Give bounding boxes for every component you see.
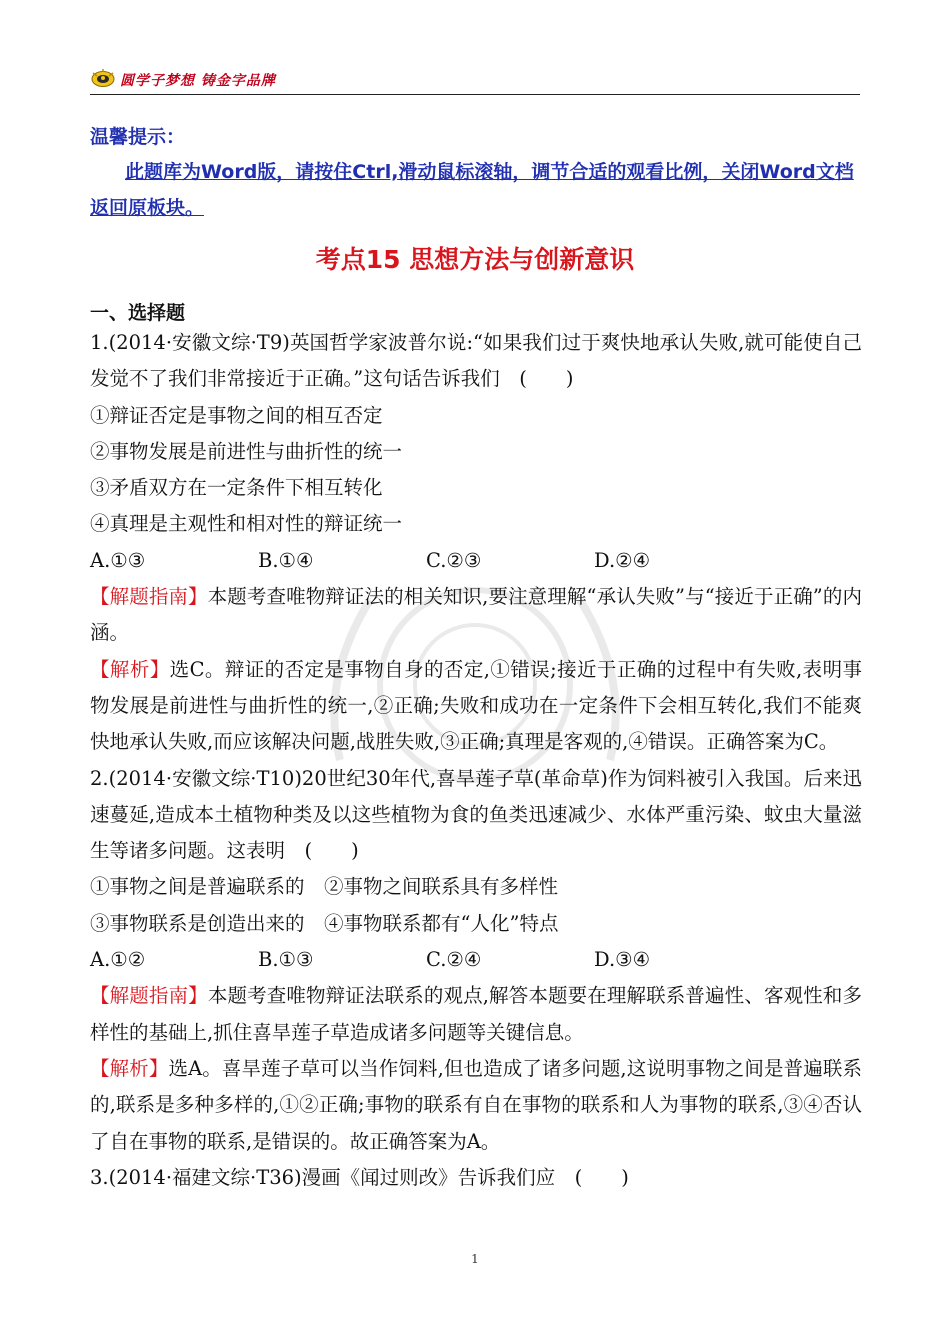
q2-analysis-tag: 【解析】 [90,1056,169,1080]
sun-logo-icon [90,68,116,88]
section-heading: 一、选择题 [90,302,186,324]
q1-guide-tag: 【解题指南】 [90,585,208,609]
q1-option-d: D.②④ [594,548,651,572]
q2-analysis-text: 选A。喜旱莲子草可以当作饲料,但也造成了诸多问题,这说明事物之间是普遍联系的,联系是多种多样的,①②正确;事物的联系有自在事物的联系和人为事物的联系,③④否认了自在事物的联系,是错误的。故正确答案为A。 [90,1056,862,1153]
q2-option-b: B.①③ [258,948,314,972]
q1-option-a: A.①③ [90,548,146,572]
q2-option-a: A.①② [90,948,146,972]
q2-stem: 2.(2014·安徽文综·T10)20世纪30年代,喜旱莲子草(革命草)作为饲料被引入我国。后来迅速蔓延,造成本土植物种类及以这些植物为食的鱼类迅速减少、水体严重污染、蚊虫大量滋生等诸多问题。这表明 ( ) [90,766,862,863]
page-header [90,66,860,95]
q1-options [90,543,862,579]
q2-option-d: D.③④ [594,948,651,972]
q1-statement-1: ①辩证否定是事物之间的相互否定 [90,403,383,427]
q2-guide-tag: 【解题指南】 [90,984,208,1008]
q3-stem: 3.(2014·福建文综·T36)漫画《闻过则改》告诉我们应 ( ) [90,1165,629,1189]
q1-stem: 1.(2014·安徽文综·T9)英国哲学家波普尔说:“如果我们过于爽快地承认失败,就可能使自己发觉不了我们非常接近于正确。”这句话告诉我们 ( ) [90,331,862,391]
q1-guide [90,579,862,652]
q2-guide-text: 本题考查唯物辩证法联系的观点,解答本题要在理解联系普遍性、客观性和多样性的基础上,抓住喜旱莲子草造成诸多问题等关键信息。 [90,984,862,1044]
tip-body: 此题库为Word版，请按住Ctrl,滑动鼠标滚轴，调节合适的观看比例，关闭Word文档返回原板块。 [90,161,854,219]
q1-statement-4: ④真理是主观性和相对性的辩证统一 [90,512,403,536]
header-brand: 圆学子梦想 铸金字品牌 [120,73,276,89]
question-content [90,325,862,1196]
q2-options [90,942,862,978]
q2-option-c: C.②④ [426,948,482,972]
tip-title: 温馨提示： [90,126,186,148]
q2-statements-12: ①事物之间是普遍联系的 ②事物之间联系具有多样性 [90,875,559,899]
page-title: 考点15 思想方法与创新意识 [315,245,635,274]
q1-analysis [90,652,862,761]
q1-statement-2: ②事物发展是前进性与曲折性的统一 [90,439,403,463]
q1-analysis-tag: 【解析】 [90,657,170,681]
page-number: 1 [471,1252,479,1266]
q1-option-b: B.①④ [258,548,314,572]
q2-statements-34: ③事物联系是创造出来的 ④事物联系都有“人化”特点 [90,911,559,935]
q1-statement-3: ③矛盾双方在一定条件下相互转化 [90,476,383,500]
q1-analysis-text: 选C。辩证的否定是事物自身的否定,①错误;接近于正确的过程中有失败,表明事物发展是前进性与曲折性的统一,②正确;失败和成功在一定条件下会相互转化,我们不能爽快地承认失败,而应该解决问题,战胜失败,③正确;真理是客观的,④错误。正确答案为C。 [90,657,862,754]
q1-guide-text: 本题考查唯物辩证法的相关知识,要注意理解“承认失败”与“接近于正确”的内涵。 [90,585,862,645]
q2-guide [90,978,862,1051]
q1-option-c: C.②③ [426,548,482,572]
q2-analysis [90,1051,862,1160]
